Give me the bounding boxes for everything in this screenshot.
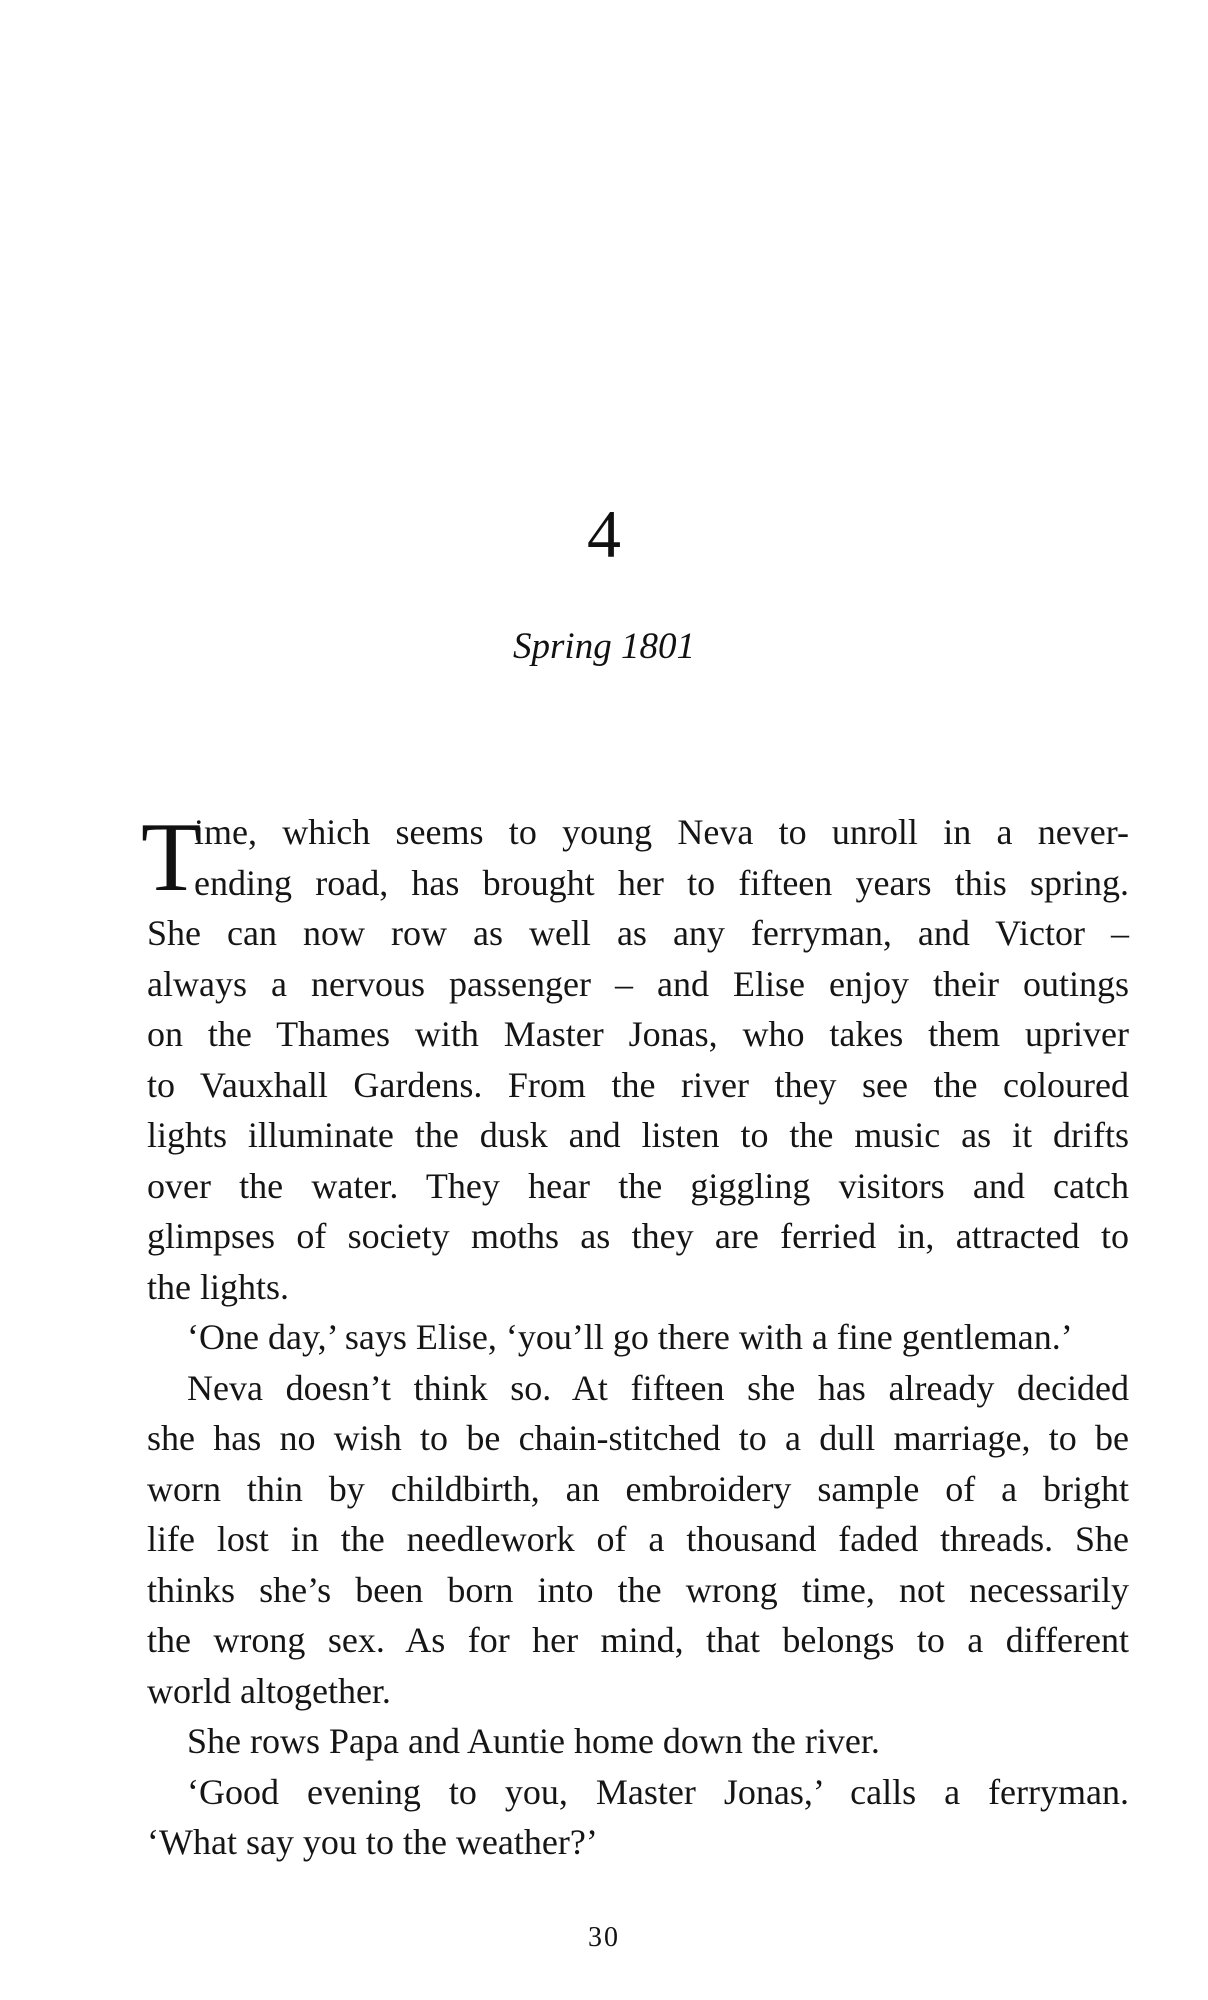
text-line: the wrong sex. As for her mind, that belongs to a different [147, 1620, 1129, 1660]
text-line: ending road, has brought her to fifteen years this spring. [194, 862, 1129, 903]
text-line: She can now row as well as any ferryman, and Victor – [147, 913, 1129, 953]
first-line-text: ime, which seems to young Neva to unroll in a never- [194, 812, 1129, 852]
text-line: She rows Papa and Auntie home down the river. [187, 1721, 880, 1761]
chapter-number: 4 [587, 496, 621, 572]
text-line: over the water. They hear the giggling visitors and catch [147, 1165, 1129, 1206]
chapter-subtitle: Spring 1801 [513, 626, 695, 667]
chapter-body [141, 803, 1129, 1868]
text-line: glimpses of society moths as they are ferried in, attracted to [147, 1216, 1129, 1256]
text-line: ‘Good evening to you, Master Jonas,’ calls a ferryman. [187, 1771, 1129, 1812]
text-line: Neva doesn’t think so. At fifteen she has already decided [187, 1367, 1129, 1408]
text-line: ‘What say you to the weather?’ [147, 1822, 598, 1862]
text-line: worn thin by childbirth, an embroidery sample of a bright [147, 1468, 1129, 1509]
text-line: life lost in the needlework of a thousand faded threads. She [147, 1519, 1129, 1559]
text-line: on the Thames with Master Jonas, who takes them upriver [147, 1014, 1129, 1054]
text-line: lights illuminate the dusk and listen to the music as it drifts [147, 1115, 1129, 1155]
text-line: the lights. [147, 1266, 289, 1307]
text-line: thinks she’s been born into the wrong time, not necessarily [147, 1569, 1129, 1610]
page-number: 30 [588, 1922, 620, 1953]
drop-cap: T [141, 803, 202, 912]
text-line: ‘One day,’ says Elise, ‘you’ll go there with a fine gentleman.’ [187, 1317, 1073, 1357]
text-line: world altogether. [147, 1670, 391, 1711]
text-line: to Vauxhall Gardens. From the river they see the coloured [147, 1064, 1129, 1105]
text-line: always a nervous passenger – and Elise enjoy their outings [147, 963, 1129, 1004]
text-line: she has no wish to be chain-stitched to a dull marriage, to be [147, 1418, 1129, 1458]
